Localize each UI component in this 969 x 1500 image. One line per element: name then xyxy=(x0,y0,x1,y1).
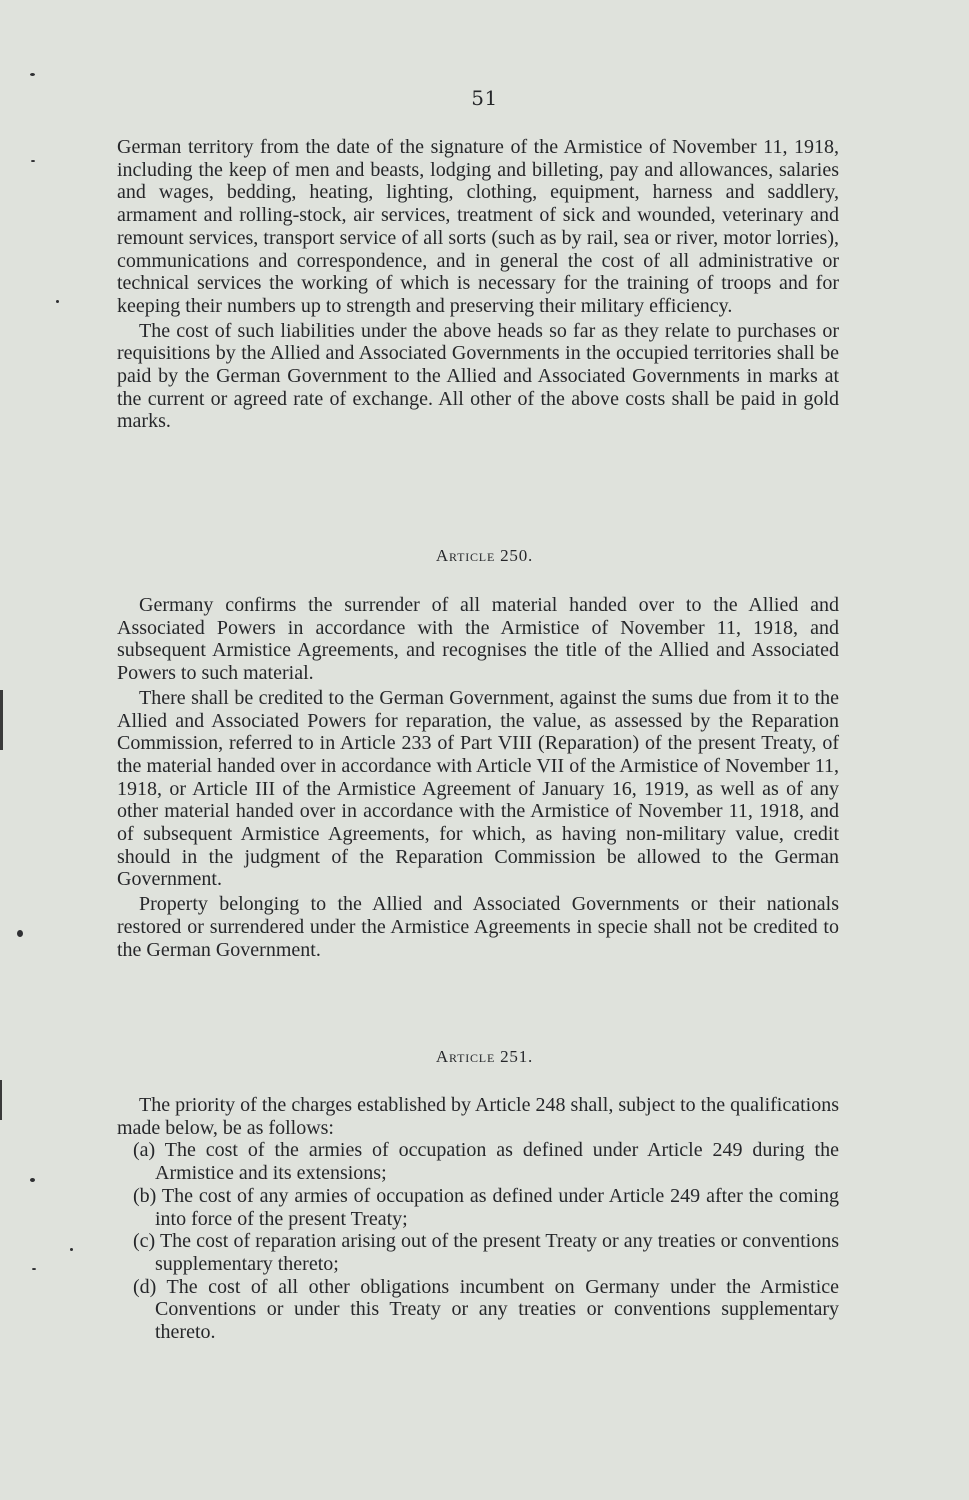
list-item-a xyxy=(117,1139,839,1184)
intro-paragraph-1: German territory from the date of the signature of the Armistice of November 11, 1918, including the keep of men and beasts, lodging and billeting, pay and allowances, salaries and wages, bedding, heating, lighting, clothing, equipment, harness and saddlery, armament and rolling-stock, air services, treatment of sick and wounded, veterinary and remount services, transport service of all sorts (such as by rail, sea or river, motor lorries), communications and correspondence, and in general the cost of all administrative or technical services the working of which is necessary for the training of troops and for keeping their numbers up to strength and preserving their military efficiency. xyxy=(117,136,839,317)
intro-section xyxy=(117,136,839,433)
list-text: The cost of all other obligations incumbent on Germany under the Armistice Conventions or under this Treaty or any treaties or conventions supplementary thereto. xyxy=(155,1275,840,1344)
list-item-b xyxy=(117,1185,839,1230)
article-251-body xyxy=(117,1094,839,1344)
page-edge-shadow xyxy=(0,690,3,750)
scan-speck xyxy=(32,1268,36,1270)
intro-paragraph-2: The cost of such liabilities under the above heads so far as they relate to purchases or requisitions by the Allied and Associated Governments in the occupied territories shall be paid by the German Government to the Allied and Associated Governments in marks at the current or agreed rate of exchange. All other of the above costs shall be paid in gold marks. xyxy=(117,319,839,433)
scan-speck xyxy=(17,930,23,937)
list-text: The cost of any armies of occupation as defined under Article 249 after the coming into force of the present Treaty; xyxy=(155,1184,839,1230)
list-item-c xyxy=(117,1230,839,1275)
scan-speck xyxy=(30,1178,35,1182)
list-label: (c) xyxy=(133,1230,156,1253)
list-item-d xyxy=(117,1276,839,1344)
list-text: The cost of the armies of occupation as defined under Article 249 during the Armistice and its extensions; xyxy=(155,1139,839,1185)
article-251-intro: The priority of the charges established by Article 248 shall, subject to the qualifications made below, be as follows: xyxy=(117,1094,839,1139)
list-text: The cost of reparation arising out of the present Treaty or any treaties or conventions supplementary thereto; xyxy=(155,1230,839,1275)
list-label: (a) xyxy=(133,1139,156,1162)
article-250-paragraph-2: There shall be credited to the German Government, against the sums due from it to the Allied and Associated Powers for reparation, the value, as assessed by the Reparation Commission, referred to in Article 233 of Part VIII (Reparation) of the present Treaty, of the material handed over in accordance with Article VII of the Armistice of November 11, 1918, or Article III of the Armistice Agreement of January 16, 1919, as well as of any other material handed over in accordance with the Armistice of November 11, 1918, and of subsequent Armistice Agreements, for which, as having non-military value, credit should in the judgment of the Reparation Commission be allowed to the German Government. xyxy=(117,686,839,891)
page-number: 51 xyxy=(471,86,498,110)
list-label: (d) xyxy=(133,1275,157,1298)
scan-speck xyxy=(70,1248,73,1251)
list-label: (b) xyxy=(133,1184,157,1207)
article-250-paragraph-1: Germany confirms the surrender of all material handed over to the Allied and Associated Powers in accordance with the Armistice of November 11, 1918, and subsequent Armistice Agreements, and recognises the title of the Allied and Associated Powers to such material. xyxy=(117,594,839,685)
page-edge-shadow xyxy=(0,1080,2,1120)
scan-speck xyxy=(30,73,35,76)
article-250-paragraph-3: Property belonging to the Allied and Associated Governments or their nationals restored or surrendered under the Armistice Agreements in specie shall not be credited to the German Government. xyxy=(117,893,839,961)
article-251-heading: Article 251. xyxy=(435,1047,534,1066)
article-250-body xyxy=(117,594,839,961)
article-250-heading: Article 250. xyxy=(435,546,534,565)
scan-speck xyxy=(31,160,35,162)
scan-speck xyxy=(56,300,59,303)
